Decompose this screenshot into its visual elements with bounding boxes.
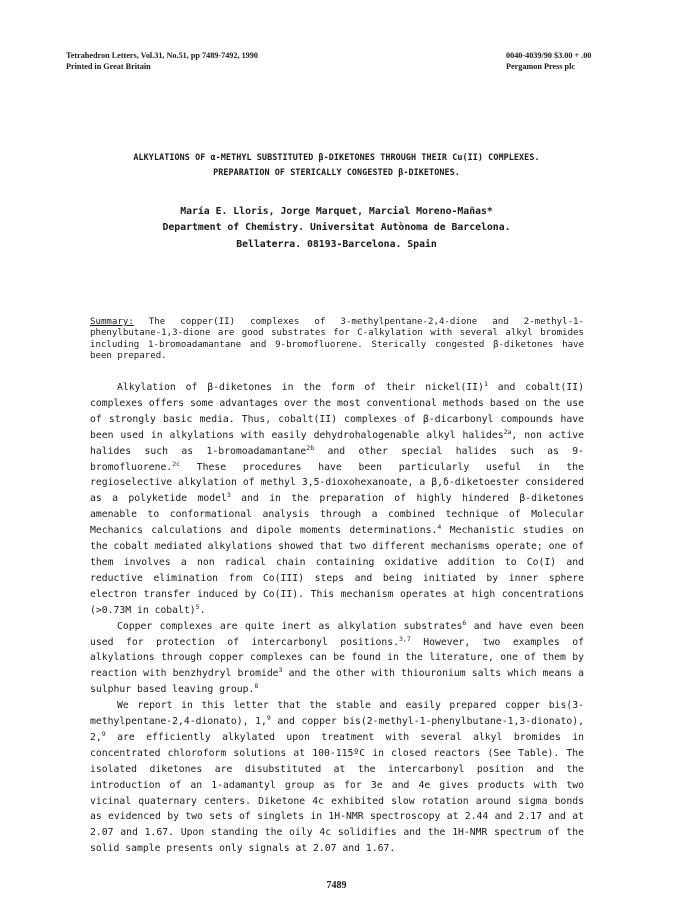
issn-price: 0040-4039/90 $3.00 + .00 (506, 51, 592, 60)
paragraph-3: We report in this letter that the stable and easily prepared copper bis(3-methylpentane-2,4-dionato), 1,$^9$ and copper bis(2-methyl-1-phenylbutane-1,3-dionato), 2,$^9$ are efficiently alkylated upon treatment with several alkyl bromides in concentrated chloroform solutions at 100-115ºC in closed reactors (See Table). The isolated diketones are disubstituted at the intercarbonyl position and the introduction of an 1-adamantyl group as for 3e and 4e gives products with two vicinal quaternary centers. Diketone 4c exhibited slow rotation around sigma bonds as evidenced by two sets of singlets in 1H-NMR spectroscopy at 2.44 and 2.17 and at 2.07 and 1.67. Upon standing the oily 4c solidifies and the 1H-NMR spectrum of the solid sample presents only signals at 2.07 and 1.67. (90, 700, 584, 855)
body-text (90, 380, 584, 857)
paragraph-1: Alkylation of β-diketones in the form of their nickel(II)$^1$ and cobalt(II) complexes offers some advantages over the most conventional methods based on the use of strongly basic media. Thus, cobalt(II) complexes of β-dicarbonyl compounds have been used in alkylations with easily dehydrohalogenable alkyl halides$^{2a}$, non active halides such as 1-bromoadamantane$^{2b}$ and other special halides such as 9-bromofluorene.$^{2c}$ These procedures have been particularly useful in the regioselective alkylation of methyl 3,5-dioxohexanoate, a β,δ-diketoester considered as a polyketide model$^3$ and in the preparation of highly hindered β-diketones amenable to conformational analysis through a combined technique of Molecular Mechanics calculations and dipole moments determinations.$^4$ Mechanistic studies on the cobalt mediated alkylations showed that two different mechanisms operate; one of them involves a non radical chain containing oxidative addition to Co(I) and reductive elimination from Co(III) steps and being initiated by inner sphere electron transfer induced by Co(II). This mechanism operates at high concentrations (>0.73M in cobalt)$^5$. (90, 379, 584, 616)
citation-ref: 3,7 (399, 634, 411, 643)
citation-ref: 1 (483, 379, 488, 388)
printed-in: Printed in Great Britain (66, 62, 151, 71)
citation-ref: 8 (254, 681, 259, 690)
citation-ref: 4 (437, 522, 442, 531)
citation-ref: 6 (462, 618, 467, 627)
summary-block (90, 317, 584, 363)
author-address: Bellaterra. 08193-Barcelona. Spain (236, 239, 437, 250)
journal-header-left (66, 50, 258, 72)
paragraph-2: Copper complexes are quite inert as alkylation substrates$^6$ and have even been used for protection of intercarbonyl positions.$^{3,7}$ However, two examples of alkylations through copper complexes can be found in the literature, one of them by reaction with benzhydryl bromide$^3$ and the other with thiouronium salts which means a sulphur based leaving group.$^8$ (90, 618, 585, 696)
publisher: Pergamon Press plc (506, 62, 575, 71)
citation-ref: 2c (172, 459, 181, 468)
citation-ref: 9 (101, 729, 106, 738)
citation-ref: 3 (278, 666, 283, 675)
author-names: María E. Lloris, Jorge Marquet, Marcial Moreno-Mañas* (180, 206, 493, 217)
summary-label: Summary: (90, 317, 134, 327)
paper-title-line-1: ALKYLATIONS OF α-METHYL SUBSTITUTED β-DIKETONES THROUGH THEIR Cu(II) COMPLEXES. (133, 152, 540, 162)
journal-citation: Tetrahedron Letters, Vol.31, No.51, pp 7489-7492, 1990 (66, 51, 258, 60)
citation-ref: 2a (503, 427, 512, 436)
journal-header-right (506, 50, 591, 72)
citation-ref: 2b (306, 443, 315, 452)
citation-ref: 9 (266, 713, 271, 722)
citation-ref: 5 (195, 602, 200, 611)
citation-ref: 3 (226, 491, 231, 500)
page-number: 7489 (326, 880, 347, 891)
author-department: Department of Chemistry. Universitat Autònoma de Barcelona. (162, 222, 511, 233)
summary-text: The copper(II) complexes of 3-methylpentane-2,4-dione and 2-methyl-1-phenylbutane-1,3-dione are good substrates for C-alkylation with several alkyl bromides including 1-bromoadamantane and 9-bromofluorene. Sterically congested β-diketones have been prepared. (90, 317, 584, 362)
paper-title-line-2: PREPARATION OF STERICALLY CONGESTED β-DIKETONES. (213, 167, 460, 177)
